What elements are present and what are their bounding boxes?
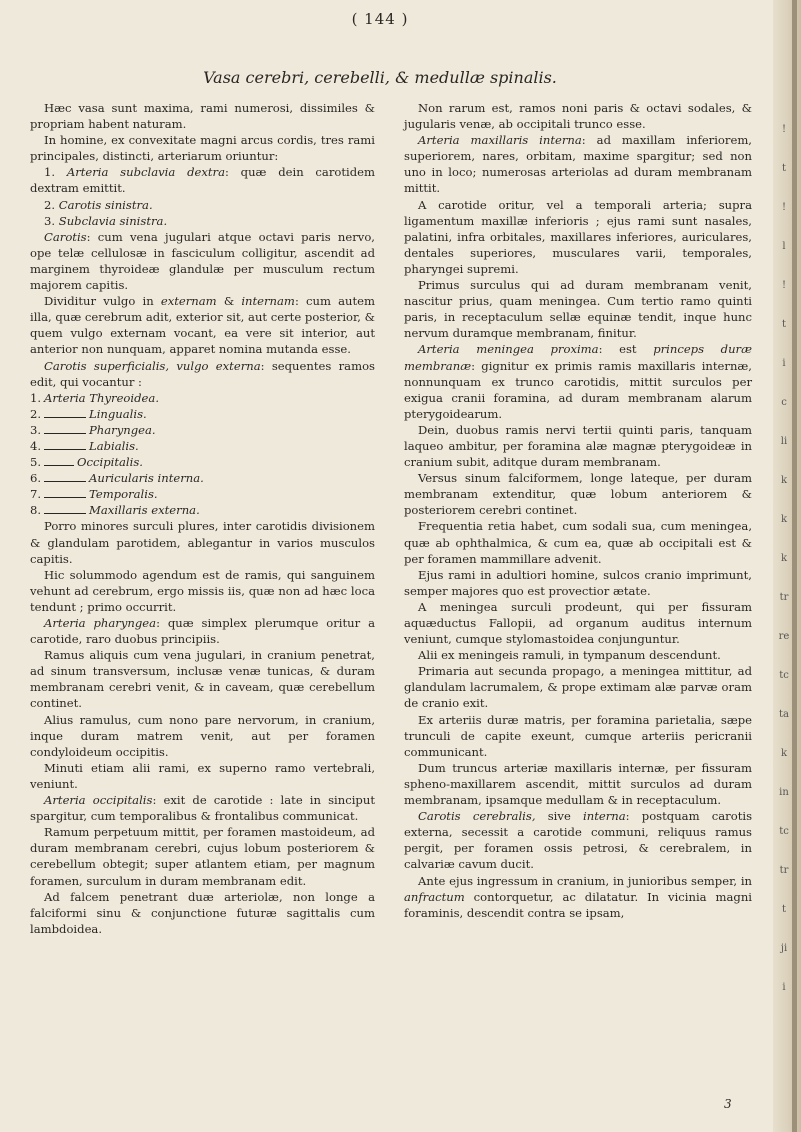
paragraph: Minuti etiam alii rami, ex superno ramo vertebrali, veniunt. bbox=[30, 760, 375, 791]
paragraph: Ramus aliquis cum vena jugulari, in cranium penetrat, ad sinum transversum, inclusæ venæ tunicas, & duram membranam cerebri venit, & in caveam, quæ cerebellum continet. bbox=[30, 648, 375, 711]
paragraph: Arteria pharyngea: quæ simplex plerumque oritur a carotide, raro duobus principiis. bbox=[30, 616, 375, 647]
paragraph: Ramum perpetuum mittit, per foramen mastoideum, ad duram membranam cerebri, cujus lobum posteriorem & cerebellum obtegit; super atlantem etiam, per magnum foramen, surculum in duram membranam edit. bbox=[30, 825, 375, 888]
paragraph: Ejus rami in adultiori homine, sulcos cranio imprimunt, semper majores quo est provectior ætate. bbox=[404, 567, 752, 598]
list-item: 7. Temporalis. bbox=[30, 487, 158, 502]
page-number: ( 144 ) bbox=[351, 10, 409, 28]
list-item: 1. Arteria Thyreoidea. bbox=[30, 390, 160, 405]
running-header: Vasa cerebri, cerebelli, & medullæ spinalis. bbox=[203, 68, 557, 87]
edge-mark: tr bbox=[779, 592, 789, 603]
left-column bbox=[30, 100, 375, 937]
edge-mark: ! bbox=[781, 124, 787, 135]
signature-mark: 3 bbox=[724, 1097, 732, 1111]
paragraph: In homine, ex convexitate magni arcus cordis, tres rami principales, distincti, arteriarum oriuntur: bbox=[30, 133, 375, 164]
edge-mark: re bbox=[778, 631, 790, 642]
list-item: 3. Pharyngea. bbox=[30, 422, 156, 437]
paragraph: Carotis superficialis, vulgo externa: sequentes ramos edit, qui vocantur : bbox=[30, 358, 375, 389]
paragraph: Non rarum est, ramos noni paris & octavi sodales, & jugularis venæ, ab occipitali trunco esse. bbox=[404, 101, 752, 132]
paragraph: Dum truncus arteriæ maxillaris internæ, per fissuram spheno-maxillarem ascendit, mittit surculos ad duram membranam, ipsamque medullam & in receptaculum. bbox=[404, 760, 752, 808]
paragraph: Carotis: cum vena jugulari atque octavi paris nervo, ope telæ cellulosæ in fasciculum colligitur, ascendit ad marginem thyroideæ glandulæ per musculum rectum majorem capitis. bbox=[30, 229, 375, 293]
paragraph: 3. Subclavia sinistra. bbox=[44, 213, 168, 228]
paragraph: Carotis cerebralis, sive interna: postquam carotis externa, secessit a carotide communi, reliquus ramus pergit, per foramen ossis petrosi, & cerebralem, in calvariæ cavum ducit. bbox=[404, 809, 753, 872]
edge-mark: li bbox=[780, 436, 788, 447]
edge-mark: k bbox=[780, 514, 788, 525]
edge-marks bbox=[777, 110, 791, 1007]
paragraph: Hæc vasa sunt maxima, rami numerosi, dissimiles & propriam habent naturam. bbox=[30, 101, 375, 132]
right-column bbox=[404, 100, 752, 921]
edge-mark: t bbox=[781, 319, 787, 330]
paragraph: A meningea surculi prodeunt, qui per fissuram aquæductus Fallopii, ad organum auditus internum veniunt, cumque stylomastoidea conjunguntur. bbox=[404, 599, 752, 647]
list-item: 8. Maxillaris externa. bbox=[30, 503, 200, 518]
paragraph: Frequentia retia habet, cum sodali sua, cum meningea, quæ ab ophthalmica, & cum ea, quæ ab occipitali est & per foramen mammillare advenit. bbox=[404, 519, 752, 566]
paragraph: Primus surculus qui ad duram membranam venit, nascitur prius, quam meningea. Cum tertio ramo quinti paris, in receptaculum sellæ equinæ tendit, inque hunc nervum duramque membranam, finitur. bbox=[404, 278, 752, 341]
list-item: 4. Labialis. bbox=[30, 438, 139, 453]
paragraph: 2. Carotis sinistra. bbox=[44, 197, 153, 212]
page-edge bbox=[773, 0, 801, 1132]
paragraph: Dein, duobus ramis nervi tertii quinti paris, tanquam laqueo ambitur, per foramina alæ magnæ pterygoideæ in cranium subit, aditque duram membranam. bbox=[404, 422, 752, 470]
edge-mark: l bbox=[782, 241, 786, 252]
list-item: 5. Occipitalis. bbox=[30, 455, 143, 470]
edge-mark: t bbox=[781, 163, 787, 174]
edge-mark: tr bbox=[779, 865, 789, 876]
list-item: 2. Lingualis. bbox=[30, 406, 147, 421]
paragraph: Ex arteriis duræ matris, per foramina parietalia, sæpe trunculi de capite exeunt, cumque arteriis pericranii communicant. bbox=[404, 712, 752, 759]
paragraph: Primaria aut secunda propago, a meningea mittitur, ad glandulam lacrumalem, & prope extimam alæ parvæ oram de cranio exit. bbox=[404, 664, 752, 711]
paragraph: Arteria occipitalis: exit de carotide : late in sinciput spargitur, cum temporalibus & frontalibus communicat. bbox=[30, 793, 375, 824]
paragraph: A carotide oritur, vel a temporali arteria; supra ligamentum maxillæ inferioris ; ejus rami sunt nasales, palatini, infra orbitales, maxillares inferiores, auriculares, dentales superiores, musculares varii, temporales, pharyngei supremi. bbox=[404, 197, 752, 276]
edge-mark: i bbox=[782, 982, 786, 993]
edge-mark: i bbox=[782, 358, 786, 369]
paragraph: Arteria meningea proxima: est princeps duræ membranæ: gignitur ex primis ramis maxillaris internæ, nonnunquam ex trunco carotidis, mittit surculos per exigua cranii foramina, ad duram membranam alarum pterygoidearum. bbox=[404, 342, 752, 421]
paragraph: Ad falcem penetrant duæ arteriolæ, non longe a falciformi sinu & conjunctione futuræ sagittalis cum lambdoidea. bbox=[30, 889, 375, 936]
paragraph: Porro minores surculi plures, inter carotidis divisionem & glandulam parotidem, ablegantur in varios musculos capitis. bbox=[30, 519, 375, 566]
list-item: 6. Auricularis interna. bbox=[30, 471, 204, 486]
paragraph: Dividitur vulgo in externam & internam: cum autem illa, quæ cerebrum adit, exterior sit, aut certe posterior, & quem vulgo externam vocant, ea vere sit interior, aut anterior non nunquam, apparet nomina mutanda esse. bbox=[30, 294, 375, 357]
binding-shadow bbox=[792, 0, 797, 1132]
edge-mark: tc bbox=[779, 670, 789, 681]
paragraph: Versus sinum falciformem, longe lateque, per duram membranam extenditur, quæ lobum anteriorem & posteriorem cerebri continet. bbox=[404, 471, 752, 518]
edge-mark: in bbox=[779, 787, 789, 798]
edge-mark: k bbox=[780, 553, 788, 564]
edge-mark: ta bbox=[779, 709, 789, 720]
paragraph: Ante ejus ingressum in cranium, in junioribus semper, in anfractum contorquetur, ac dilatatur. In vicinia magni foraminis, descendit contra se ipsam, bbox=[404, 873, 752, 920]
edge-mark: ! bbox=[781, 202, 787, 213]
paragraph: Alii ex meningeis ramuli, in tympanum descendunt. bbox=[418, 648, 721, 663]
paragraph: Hic solummodo agendum est de ramis, qui sanguinem vehunt ad cerebrum, ergo missis iis, quæ non ad hæc loca tendunt ; primo occurrit. bbox=[30, 567, 375, 614]
edge-mark: k bbox=[780, 475, 788, 486]
edge-mark: ! bbox=[781, 280, 787, 291]
edge-mark: ji bbox=[780, 943, 788, 954]
paragraph: Arteria maxillaris interna: ad maxillam inferiorem, superiorem, nares, orbitam, maxime spargitur; sed non uno in loco; numerosas arteriolas ad duram membranam mittit. bbox=[404, 133, 752, 196]
edge-mark: k bbox=[780, 748, 788, 759]
edge-mark: c bbox=[781, 397, 787, 408]
edge-mark: tc bbox=[779, 826, 789, 837]
edge-mark: t bbox=[781, 904, 787, 915]
paragraph: 1. Arteria subclavia dextra: quæ dein carotidem dextram emittit. bbox=[30, 165, 375, 196]
paragraph: Alius ramulus, cum nono pare nervorum, in cranium, inque duram matrem venit, aut per foramen condyloideum occipitis. bbox=[30, 712, 375, 759]
